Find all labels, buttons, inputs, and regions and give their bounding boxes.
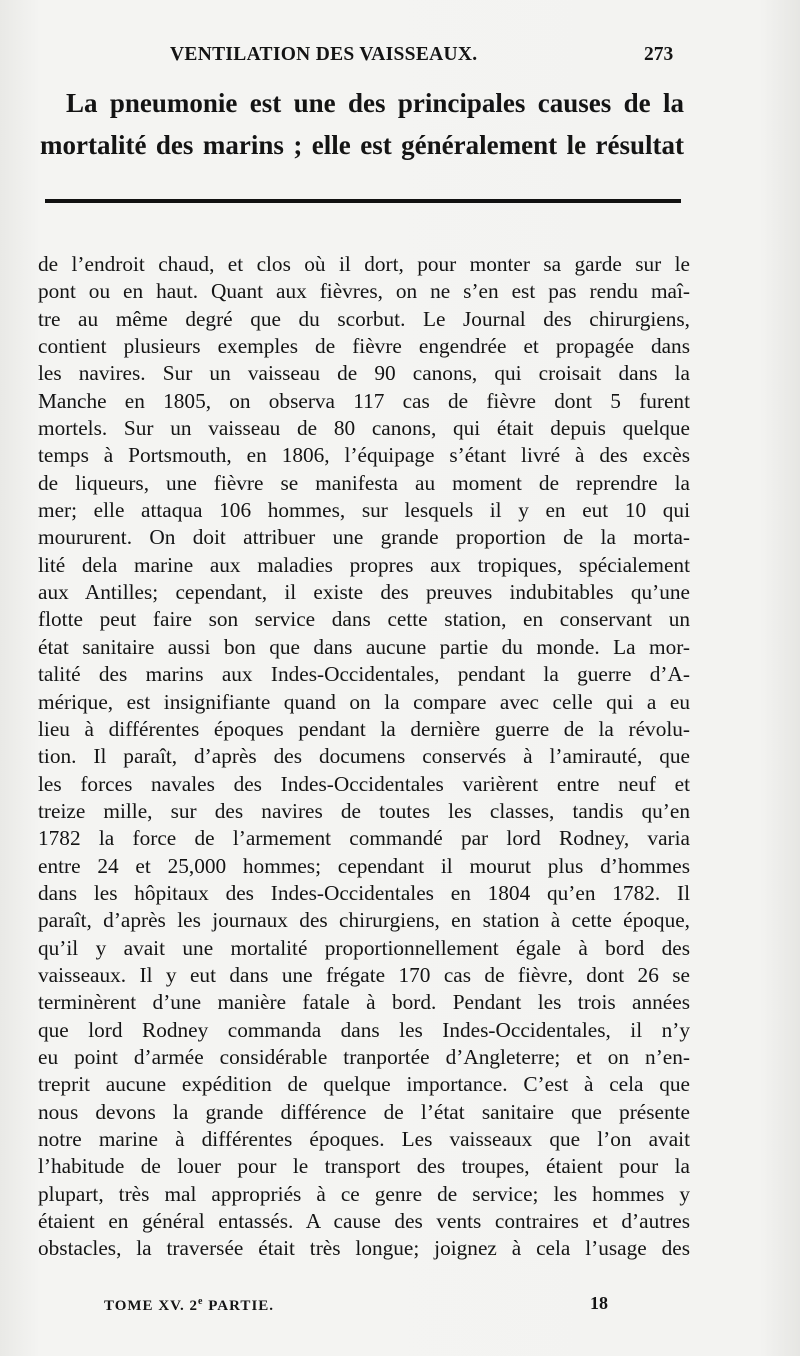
footer-signature-sup: e bbox=[198, 1296, 204, 1307]
text-line: terminèrent d’une manière fatale à bord. Pendant les trois années bbox=[38, 990, 690, 1015]
text-line: pont ou en haut. Quant aux fièvres, on ne s’en est pas rendu maî- bbox=[38, 279, 690, 304]
text-line: 1782 la force de l’armement commandé par lord Rodney, varia bbox=[38, 826, 690, 851]
text-line: contient plusieurs exemples de fièvre engendrée et propagée dans bbox=[38, 334, 690, 359]
text-line: que lord Rodney commanda dans les Indes-Occidentales, il n’y bbox=[38, 1017, 690, 1042]
text-line: qu’il y avait une mortalité proportionnellement égale à bord des bbox=[38, 935, 690, 960]
text-line: les forces navales des Indes-Occidentales varièrent entre neuf et bbox=[38, 771, 690, 796]
text-line: temps à Portsmouth, en 1806, l’équipage s’étant livré à des excès bbox=[38, 443, 690, 468]
text-line: moururent. On doit attribuer une grande proportion de la morta- bbox=[38, 525, 690, 550]
running-head-title: VENTILATION DES VAISSEAUX. bbox=[170, 44, 478, 65]
text-line: obstacles, la traversée était très longue; joignez à cela l’usage des bbox=[38, 1236, 690, 1261]
text-line: mérique, est insignifiante quand on la compare avec celle qui a eu bbox=[38, 689, 690, 714]
text-line: treize mille, sur des navires de toutes les classes, tandis qu’en bbox=[38, 798, 690, 823]
text-line: nous devons la grande différence de l’état sanitaire que présente bbox=[38, 1099, 690, 1124]
footer-signature-prefix: TOME XV. 2 bbox=[104, 1298, 199, 1314]
text-line: plupart, très mal appropriés à ce genre de service; les hommes y bbox=[38, 1181, 690, 1206]
text-line: mortels. Sur un vaisseau de 80 canons, qui était depuis quelque bbox=[38, 416, 690, 441]
top-paragraph: La pneumonie est une des principales causes de la mortalité des marins ; elle est généralement le résultat bbox=[40, 88, 684, 160]
text-line: Manche en 1805, on observa 117 cas de fièvre dont 5 furent bbox=[38, 388, 690, 413]
text-line: aux Antilles; cependant, il existe des preuves indubitables qu’une bbox=[38, 580, 690, 605]
text-line: étaient en général entassés. A cause des vents contraires et d’autres bbox=[38, 1209, 690, 1234]
footer-signature-suffix: PARTIE. bbox=[203, 1298, 275, 1314]
text-line: treprit aucune expédition de quelque importance. C’est à cela que bbox=[38, 1072, 690, 1097]
separator-rule bbox=[45, 199, 681, 203]
text-line: eu point d’armée considérable tranportée d’Angleterre; et on n’en- bbox=[38, 1044, 690, 1069]
text-line: notre marine à différentes époques. Les vaisseaux que l’on avait bbox=[38, 1127, 690, 1151]
text-line: tre au même degré que du scorbut. Le Journal des chirurgiens, bbox=[38, 306, 690, 331]
text-line: flotte peut faire son service dans cette station, en conservant un bbox=[38, 607, 690, 632]
text-line: l’habitude de louer pour le transport des troupes, étaient pour la bbox=[38, 1154, 690, 1179]
text-line: dans les hôpitaux des Indes-Occidentales en 1804 qu’en 1782. Il bbox=[38, 880, 690, 905]
text-line: lieu à différentes époques pendant la dernière guerre de la révolu- bbox=[38, 716, 690, 741]
text-line: lité dela marine aux maladies propres aux tropiques, spécialement bbox=[38, 552, 690, 577]
text-line: talité des marins aux Indes-Occidentales, pendant la guerre d’A- bbox=[38, 662, 690, 687]
text-line: de l’endroit chaud, et clos où il dort, pour monter sa garde sur le bbox=[38, 252, 690, 276]
text-line: entre 24 et 25,000 hommes; cependant il mourut plus d’hommes bbox=[38, 853, 690, 878]
footer-signature-number: 18 bbox=[590, 1293, 608, 1313]
text-line: tion. Il paraît, d’après des documens conservés à l’amirauté, que bbox=[38, 744, 690, 769]
text-line: vaisseaux. Il y eut dans une frégate 170 cas de fièvre, dont 26 se bbox=[38, 962, 690, 987]
footer-signature bbox=[104, 1296, 274, 1315]
text-line: état sanitaire aussi bon que dans aucune partie du monde. La mor- bbox=[38, 634, 690, 659]
text-line: mer; elle attaqua 106 hommes, sur lesquels il y en eut 10 qui bbox=[38, 498, 690, 523]
body-paragraph bbox=[38, 251, 690, 1263]
text-line: paraît, d’après les journaux des chirurgiens, en station à cette époque, bbox=[38, 908, 690, 933]
page-number: 273 bbox=[644, 44, 674, 65]
text-line: les navires. Sur un vaisseau de 90 canons, qui croisait dans la bbox=[38, 361, 690, 386]
text-line: de liqueurs, une fièvre se manifesta au moment de reprendre la bbox=[38, 470, 690, 495]
